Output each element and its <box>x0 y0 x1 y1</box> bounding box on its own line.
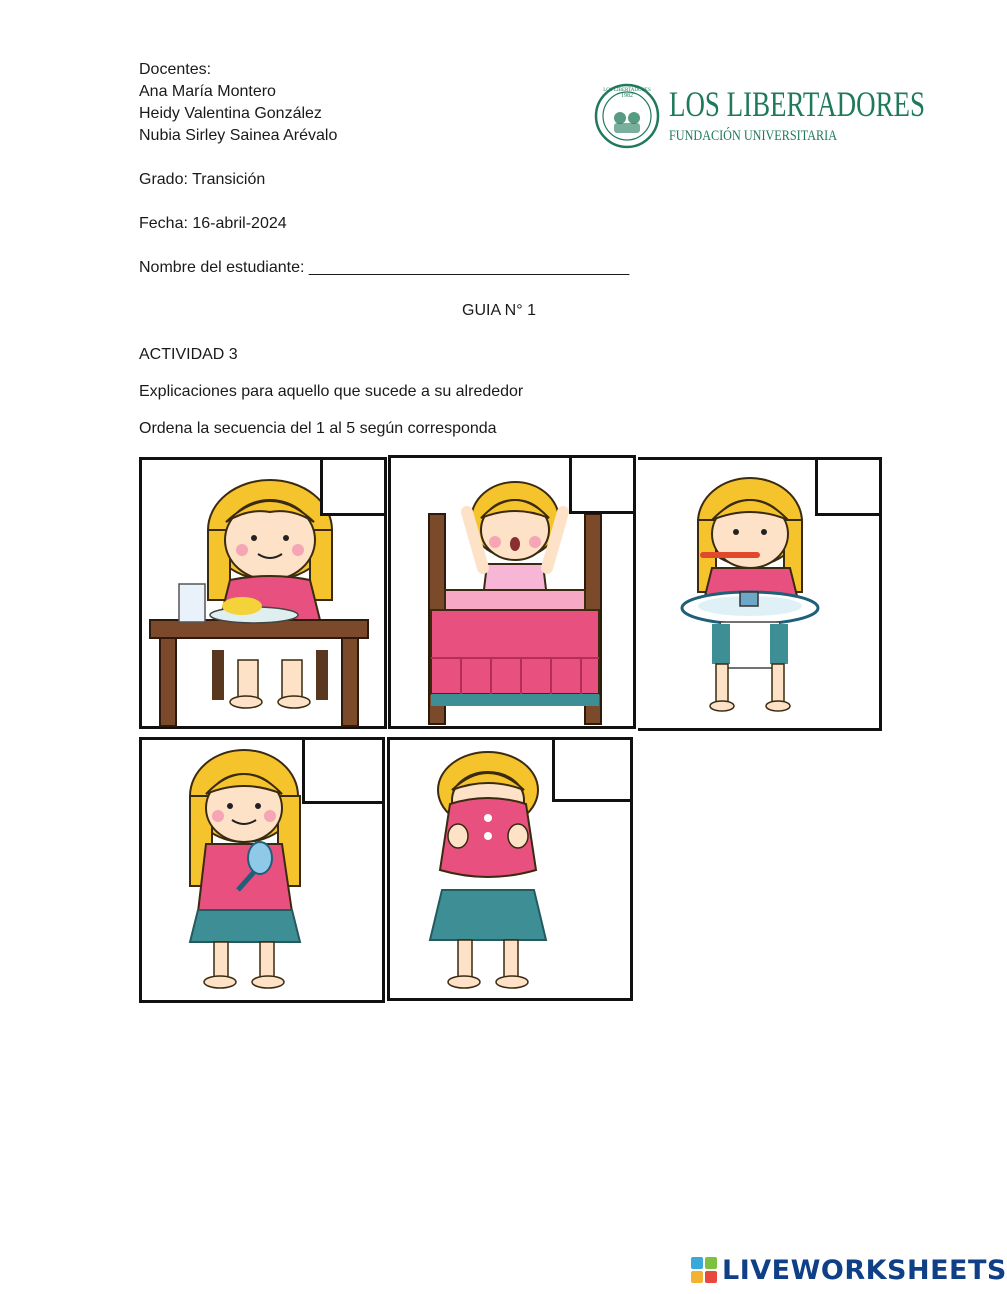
panel-waking-up <box>388 455 636 729</box>
activity-description: Explicaciones para aquello que sucede a su alrededor <box>139 383 524 400</box>
guide-title: GUIA N° 1 <box>462 302 536 319</box>
answer-box[interactable] <box>552 740 630 802</box>
panel-combing-hair <box>139 737 385 1003</box>
activity-title: ACTIVIDAD 3 <box>139 346 238 363</box>
panel-getting-dressed <box>387 737 633 1001</box>
answer-box[interactable] <box>302 740 382 804</box>
seal-year: 1982 <box>621 93 633 99</box>
order-input[interactable] <box>572 458 637 513</box>
teacher-name: Nubia Sirley Sainea Arévalo <box>139 127 338 144</box>
date-text: Fecha: 16-abril-2024 <box>139 215 287 232</box>
answer-box[interactable] <box>320 460 384 516</box>
liveworksheets-brand[interactable] <box>690 1254 1007 1286</box>
teachers-label: Docentes: <box>139 61 212 78</box>
university-logo <box>592 60 932 170</box>
logo-title: LOS LIBERTADORES <box>669 84 925 124</box>
panel-eating-breakfast <box>139 457 387 729</box>
order-input[interactable] <box>323 460 388 515</box>
panel-brushing-teeth <box>638 457 882 731</box>
order-input[interactable] <box>818 460 883 515</box>
activity-instruction: Ordena la secuencia del 1 al 5 según corresponda <box>139 420 497 437</box>
liveworksheets-text: LIVEWORKSHEETS <box>722 1254 1007 1286</box>
order-input[interactable] <box>305 740 386 803</box>
seal-text: LOS LIBERTADORES <box>603 88 651 93</box>
answer-box[interactable] <box>815 460 879 516</box>
teacher-name: Ana María Montero <box>139 83 276 100</box>
teacher-name: Heidy Valentina González <box>139 105 322 122</box>
order-input[interactable] <box>555 740 634 801</box>
liveworksheets-icon <box>690 1256 718 1284</box>
answer-box[interactable] <box>569 458 633 514</box>
grade-text: Grado: Transición <box>139 171 266 188</box>
logo-subtitle: FUNDACIÓN UNIVERSITARIA <box>669 128 876 144</box>
student-name-field[interactable]: Nombre del estudiante: ____________________________________ <box>139 259 630 276</box>
